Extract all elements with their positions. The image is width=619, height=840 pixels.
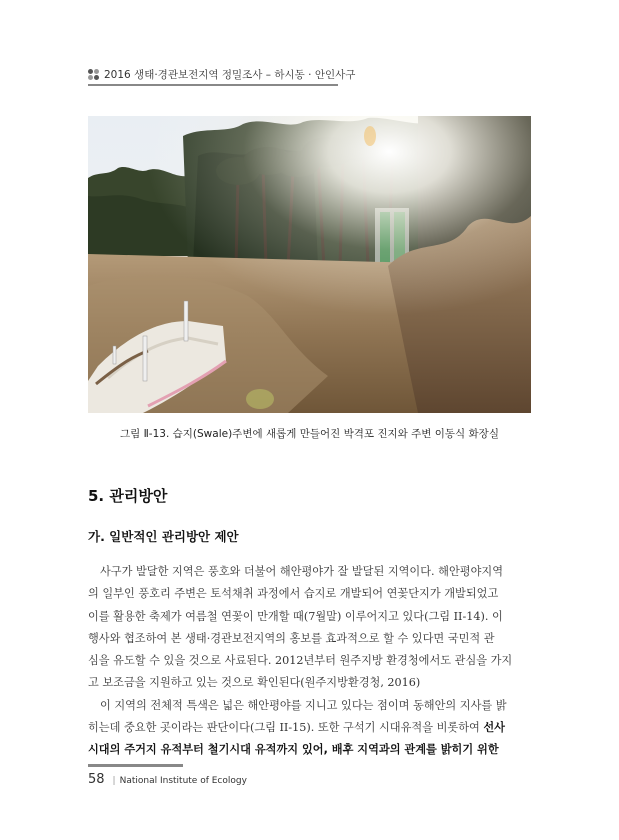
paragraph-line: 이 지역의 전체적 특색은 넓은 해안평야를 지니고 있다는 점이며 동해안의 지사를 밝 [100,698,507,712]
paragraph-line: 행사와 협조하여 본 생태·경관보전지역의 홍보를 효과적으로 할 수 있다면 국민적 관 [88,631,495,645]
paragraph-line: 이를 활용한 축제가 여름철 연꽃이 만개할 때(7월말) 이루어지고 있다(그림 II-14). 이 [88,609,503,623]
emphasis-text: 선사 [483,721,505,735]
paragraph-2 [88,695,531,762]
figure-photo [88,116,531,413]
paragraph-line: 사구가 발달한 지역은 풍호와 더불어 해안평야가 잘 발달된 지역이다. 해안평야지역 [100,565,504,578]
emphasis-line: 시대의 주거지 유적부터 철기시대 유적까지 있어, 배후 지역과의 관계를 밝히기 위한 [88,743,499,757]
page-number: 58 [88,772,105,787]
header-rule [88,84,338,86]
paragraph-1 [88,561,531,695]
page-footer [88,772,247,787]
figure-caption: 그림 Ⅱ-13. 습지(Swale)주변에 새롭게 만들어진 박격포 진지와 주변 이동식 화장실 [120,428,499,440]
paragraph-line [88,717,531,739]
header-bullet-icon [88,69,100,81]
footer-rule [88,764,183,767]
institution-name: National Institute of Ecology [119,776,247,786]
paragraph-text: 히는데 중요한 곳이라는 판단이다(그림 II-15). 또한 구석기 시대유적을 비롯하여 [88,721,484,735]
section-title: 5. 관리방안 [88,487,168,505]
paragraph-line: 심을 유도할 수 있을 것으로 사료된다. 2012년부터 원주지방 환경청에서도 관심을 가지 [88,654,513,668]
running-header [88,64,531,86]
site-photo-illustration [88,116,531,413]
paragraph-line: 고 보조금을 지원하고 있는 것으로 확인된다(원주지방환경청, 2016) [88,676,421,690]
footer-separator: | [112,776,116,786]
paragraph-line: 의 일부인 풍호리 주변은 토석채취 과정에서 습지로 개발되어 연꽃단지가 개발되었고 [88,587,499,601]
running-title: 2016 생태·경관보전지역 정밀조사 – 하시동 · 안인사구 [104,69,356,81]
subsection-title: 가. 일반적인 관리방안 제안 [88,529,239,544]
